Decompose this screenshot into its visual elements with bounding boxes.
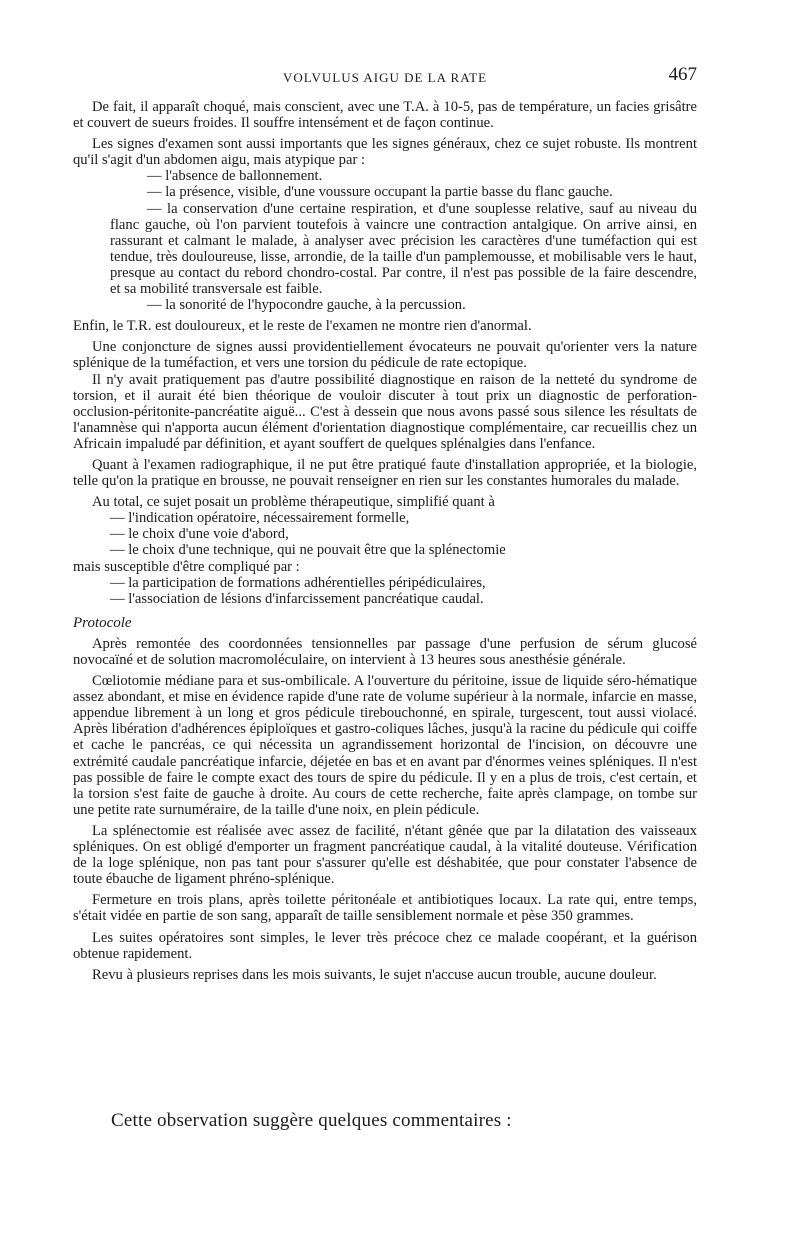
paragraph: Il n'y avait pratiquement pas d'autre possibilité diagnostique en raison de la netteté du syndrome de torsion, et il aurait été bien théorique de vouloir discuter à tout prix un diagnostic de perforation-occlusion-péritonite-pancréatite aiguë... C'est à dessein que nous avons passé sous silence les résultats de l'anamnèse qui n'apporta aucun élément d'orientation diagnostique complémentaire, car recueillis chez un Africain impaludé par définition, et ayant souffert de quelques splénalgies dans l'enfance. <box>73 371 697 452</box>
paragraph: La splénectomie est réalisée avec assez de facilité, n'étant gênée que par la dilatation des vaisseaux spléniques. On est obligé d'emporter un fragment pancréatique caudal, à la vitalité douteuse. Vérification de la loge splénique, non pas tant pour s'assurer qu'elle est déshabitée, que pour constater l'absence de toute ébauche de ligament phréno-splénique. <box>73 822 697 888</box>
paragraph: De fait, il apparaît choqué, mais conscient, avec une T.A. à 10-5, pas de température, un facies grisâtre et couvert de sueurs froides. Il souffre intensément et de façon continue. <box>73 99 697 132</box>
closing-sentence: Cette observation suggère quelques commentaires : <box>111 1110 512 1131</box>
paragraph: Les signes d'examen sont aussi importants que les signes généraux, chez ce sujet robuste. Ils montrent qu'il s'agit d'un abdomen aigu, mais atypique par : <box>73 136 697 169</box>
list-item: — le choix d'une voie d'abord, <box>110 526 289 543</box>
paragraph: mais susceptible d'être compliqué par : <box>73 558 300 575</box>
paragraph: Après remontée des coordonnées tensionnelles par passage d'une perfusion de sérum glucosé novocaïné et de solution macromoléculaire, on intervient à 13 heures sous anesthésie générale. <box>73 635 697 668</box>
paragraph: Une conjoncture de signes aussi providentiellement évocateurs ne pouvait qu'orienter vers la nature splénique de la tuméfaction, et vers une torsion du pédicule de rate ectopique. <box>73 339 697 372</box>
paragraph: Au total, ce sujet posait un problème thérapeutique, simplifié quant à <box>92 494 495 511</box>
running-title: VOLVULUS AIGU DE LA RATE <box>282 70 488 85</box>
paragraph: Cœliotomie médiane para et sus-ombilicale. A l'ouverture du péritoine, issue de liquide séro-hématique assez abondant, et mise en évidence rapide d'une rate de volume supérieur à la normale, infarcie en masse, appendue librement à un long et gros pédicule tirebouchonné, en spirale, turgescent, tout aussi violacé. Après libération d'adhérences épiploïques et gastro-coliques lâches, jusqu'à la racine du pédicule qui coiffe et cache le pancréas, ce qui nécessita un agrandissement horizontal de l'incision, on découvre une extrémité caudale pancréatique infarcie, déjetée en bas et en avant par d'énormes veines spléniques. Il n'est pas possible de faire le compte exact des tours de spire du pédicule. Il y en a plus de trois, c'est certain, et la torsion s'est faite de gauche à droite. Au cours de cette recherche, faite après clampage, on tombe sur une petite rate surnuméraire, de la taille d'une noix, en plein pédicule. <box>73 673 697 818</box>
list-item: — la conservation d'une certaine respiration, et d'une souplesse relative, sauf au niveau du flanc gauche, où l'on parvient toutefois à vaincre une contraction antalgique. On arrive ainsi, en rassurant et calmant le malade, à analyser avec précision les caractères d'une tuméfaction qui est tendue, très douloureuse, lisse, arrondie, de la taille d'un pamplemousse, et mobilisable vers le haut, presque au contact du rebord chondro-costal. Par contre, il n'est pas possible de la faire descendre, et sa mobilité transversale est faible. <box>110 200 697 298</box>
page-number: 467 <box>668 64 697 85</box>
list-item: — le choix d'une technique, qui ne pouvait être que la splénectomie <box>110 542 506 559</box>
list-item: — l'association de lésions d'infarcissement pancréatique caudal. <box>110 590 484 607</box>
paragraph: Fermeture en trois plans, après toilette péritonéale et antibiotiques locaux. La rate qui, entre temps, s'était vidée en partie de son sang, apparaît de taille sensiblement normale et pèse 350 grammes. <box>73 892 697 925</box>
paragraph: Quant à l'examen radiographique, il ne put être pratiqué faute d'installation appropriée, et la biologie, telle qu'on la pratique en brousse, ne pouvait renseigner en rien sur les constantes humorales du malade. <box>73 456 697 490</box>
list-item: — la participation de formations adhérentielles péripédiculaires, <box>110 574 486 591</box>
list-item: — la sonorité de l'hypocondre gauche, à la percussion. <box>147 297 466 314</box>
body-text <box>73 99 697 988</box>
paragraph: Les suites opératoires sont simples, le lever très précoce chez ce malade coopérant, et la guérison obtenue rapidement. <box>73 929 697 962</box>
running-head <box>73 64 697 88</box>
section-heading: Protocole <box>73 614 132 631</box>
list-item: — la présence, visible, d'une voussure occupant la partie basse du flanc gauche. <box>147 184 613 201</box>
list-item: — l'absence de ballonnement. <box>147 168 323 185</box>
list-item: — l'indication opératoire, nécessairement formelle, <box>110 510 410 527</box>
paragraph: Revu à plusieurs reprises dans les mois suivants, le sujet n'accuse aucun trouble, aucune douleur. <box>92 966 657 983</box>
paragraph: Enfin, le T.R. est douloureux, et le reste de l'examen ne montre rien d'anormal. <box>73 318 532 335</box>
